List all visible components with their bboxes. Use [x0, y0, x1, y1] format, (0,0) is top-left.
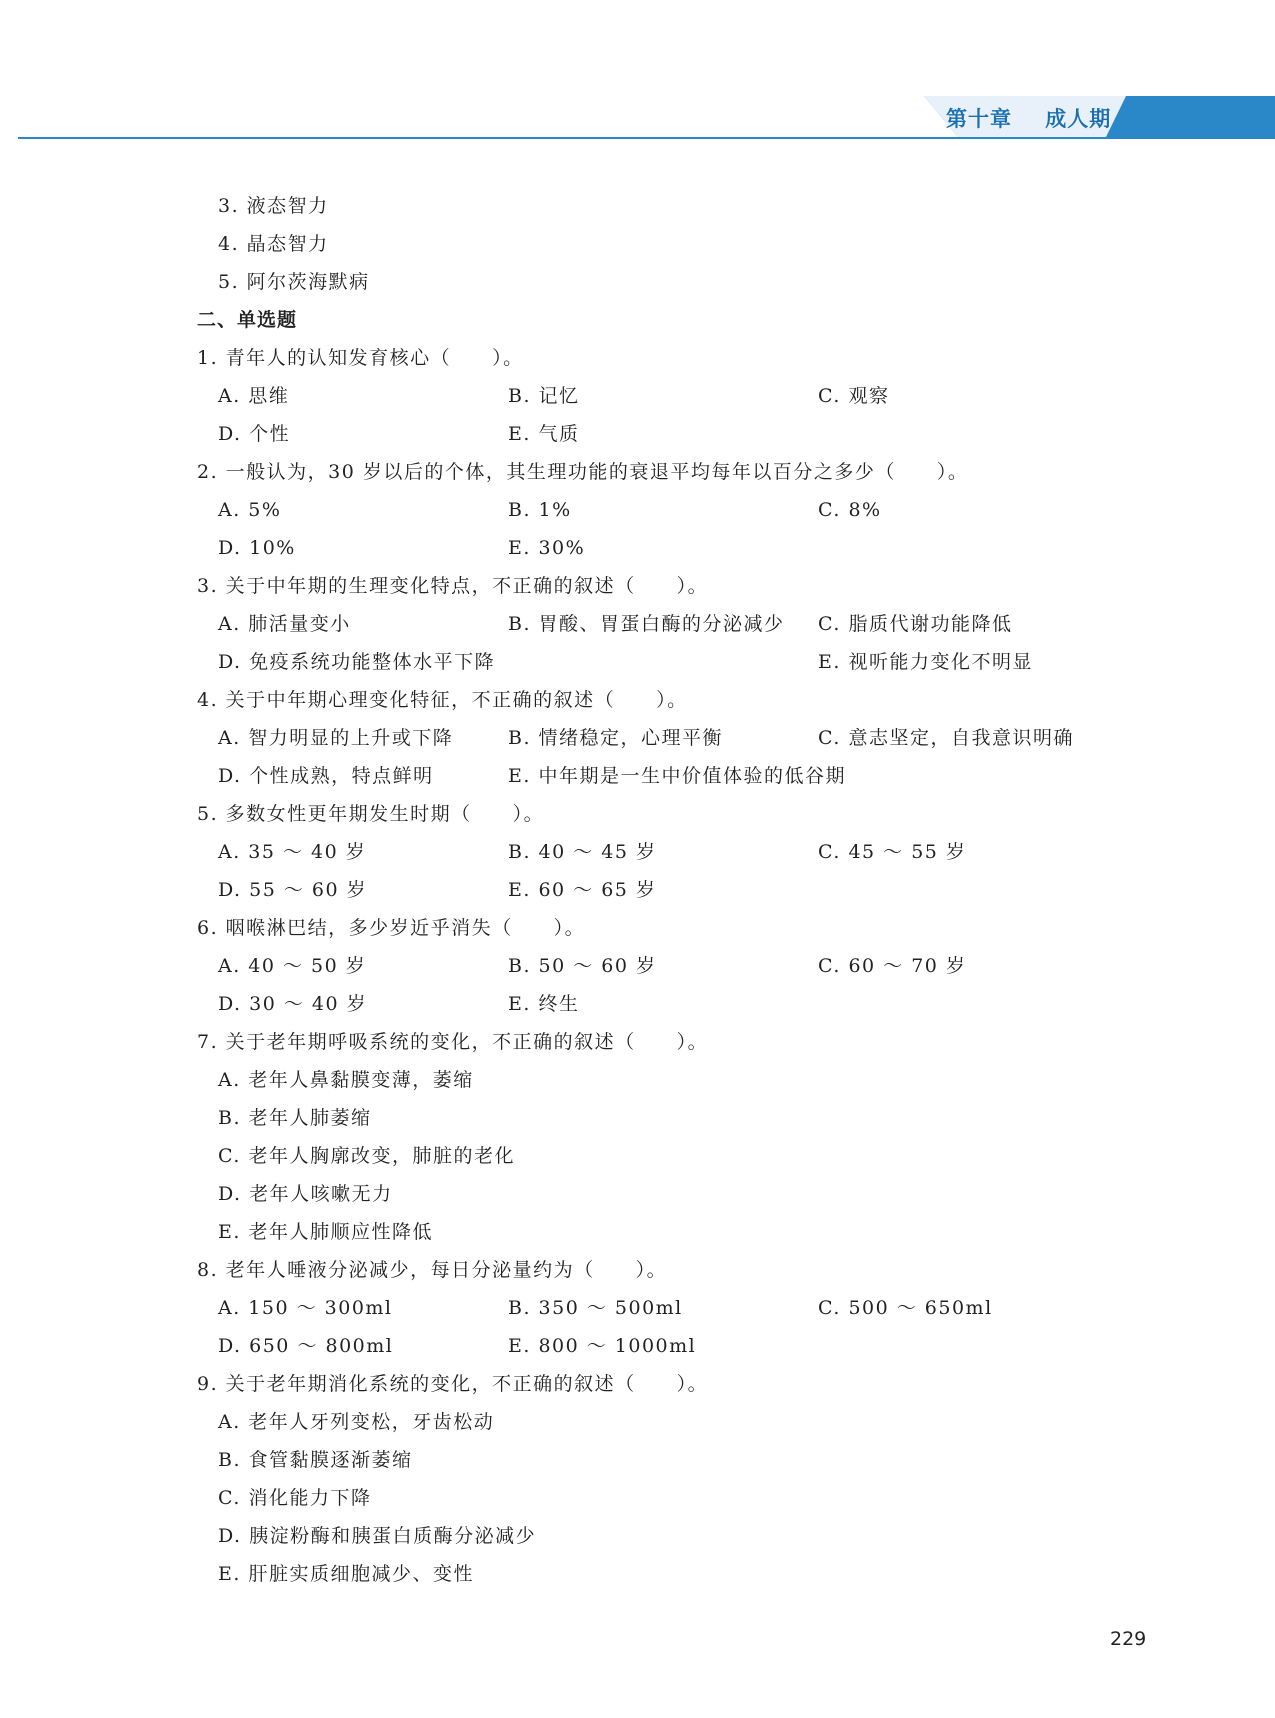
section-title: 二、单选题 — [197, 309, 298, 331]
page-number: 229 — [1110, 1628, 1147, 1650]
question-stem: 6. 咽喉淋巴结，多少岁近乎消失（ ）。 — [197, 917, 586, 939]
question-option: B. 情绪稳定，心理平衡 — [508, 727, 724, 749]
question-option: A. 老年人鼻黏膜变薄，萎缩 — [218, 1069, 474, 1091]
chapter-title: 第十章 成人期 — [946, 107, 1112, 131]
question-option: B. 老年人肺萎缩 — [218, 1107, 372, 1129]
question-option: E. 肝脏实质细胞减少、变性 — [218, 1563, 474, 1585]
question-option: C. 意志坚定，自我意识明确 — [818, 727, 1074, 749]
question-option: E. 800 ～ 1000ml — [508, 1335, 697, 1357]
question-stem: 1. 青年人的认知发育核心（ ）。 — [197, 347, 524, 369]
question-option: B. 胃酸、胃蛋白酶的分泌减少 — [508, 613, 785, 635]
question-option: A. 5% — [218, 499, 282, 521]
question-option: E. 老年人肺顺应性降低 — [218, 1221, 433, 1243]
question-option: E. 30% — [508, 537, 586, 559]
question-option: C. 观察 — [818, 385, 890, 407]
question-option: C. 消化能力下降 — [218, 1487, 372, 1509]
question-option: D. 个性成熟，特点鲜明 — [218, 765, 434, 787]
term-item: 3. 液态智力 — [218, 195, 329, 217]
question-option: B. 40 ～ 45 岁 — [508, 841, 657, 863]
question-option: C. 60 ～ 70 岁 — [818, 955, 967, 977]
question-stem: 4. 关于中年期心理变化特征，不正确的叙述（ ）。 — [197, 689, 688, 711]
question-option: B. 记忆 — [508, 385, 580, 407]
question-option: D. 胰淀粉酶和胰蛋白质酶分泌减少 — [218, 1525, 537, 1547]
question-stem: 2. 一般认为，30 岁以后的个体，其生理功能的衰退平均每年以百分之多少（ ）。 — [197, 461, 969, 483]
question-option: D. 55 ～ 60 岁 — [218, 879, 368, 901]
question-option: A. 智力明显的上升或下降 — [218, 727, 454, 749]
question-option: E. 气质 — [508, 423, 580, 445]
question-option: D. 个性 — [218, 423, 291, 445]
question-option: E. 视听能力变化不明显 — [818, 651, 1033, 673]
question-option: D. 30 ～ 40 岁 — [218, 993, 368, 1015]
question-option: B. 1% — [508, 499, 572, 521]
question-option: E. 60 ～ 65 岁 — [508, 879, 657, 901]
question-stem: 3. 关于中年期的生理变化特点，不正确的叙述（ ）。 — [197, 575, 709, 597]
question-option: B. 50 ～ 60 岁 — [508, 955, 657, 977]
question-option: E. 终生 — [508, 993, 580, 1015]
question-option: C. 老年人胸廓改变，肺脏的老化 — [218, 1145, 515, 1167]
question-option: C. 脂质代谢功能降低 — [818, 613, 1013, 635]
question-option: A. 35 ～ 40 岁 — [218, 841, 367, 863]
question-option: B. 350 ～ 500ml — [508, 1297, 683, 1319]
question-option: C. 45 ～ 55 岁 — [818, 841, 967, 863]
term-item: 5. 阿尔茨海默病 — [218, 271, 370, 293]
question-stem: 8. 老年人唾液分泌减少，每日分泌量约为（ ）。 — [197, 1259, 668, 1281]
question-option: D. 10% — [218, 537, 296, 559]
question-stem: 9. 关于老年期消化系统的变化，不正确的叙述（ ）。 — [197, 1373, 709, 1395]
question-option: E. 中年期是一生中价值体验的低谷期 — [508, 765, 846, 787]
question-option: D. 免疫系统功能整体水平下降 — [218, 651, 496, 673]
term-item: 4. 晶态智力 — [218, 233, 329, 255]
question-option: D. 650 ～ 800ml — [218, 1335, 394, 1357]
question-stem: 7. 关于老年期呼吸系统的变化，不正确的叙述（ ）。 — [197, 1031, 709, 1053]
question-option: A. 40 ～ 50 岁 — [218, 955, 367, 977]
question-option: A. 肺活量变小 — [218, 613, 351, 635]
question-option: A. 思维 — [218, 385, 290, 407]
header-rule — [18, 137, 1275, 139]
question-option: D. 老年人咳嗽无力 — [218, 1183, 393, 1205]
question-option: C. 500 ～ 650ml — [818, 1297, 993, 1319]
question-stem: 5. 多数女性更年期发生时期（ ）。 — [197, 803, 545, 825]
question-option: C. 8% — [818, 499, 882, 521]
question-option: A. 老年人牙列变松，牙齿松动 — [218, 1411, 495, 1433]
question-option: B. 食管黏膜逐渐萎缩 — [218, 1449, 413, 1471]
question-option: A. 150 ～ 300ml — [218, 1297, 393, 1319]
